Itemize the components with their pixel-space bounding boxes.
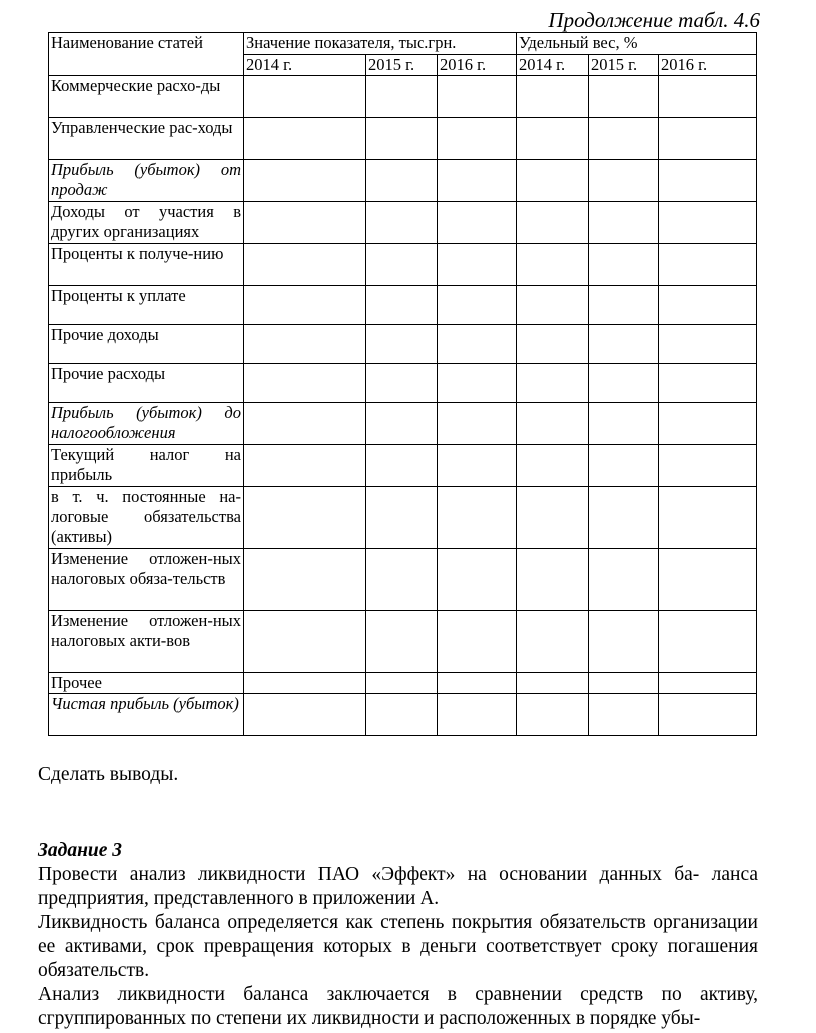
year-cell: 2016 г. — [438, 55, 517, 76]
table-row — [49, 325, 757, 364]
row-label: Прочие доходы — [49, 325, 244, 364]
year-cell: 2014 г. — [244, 55, 366, 76]
table-row — [49, 549, 757, 611]
table-continuation-caption: Продолжение табл. 4.6 — [548, 8, 760, 32]
table-row — [49, 445, 757, 487]
row-label: Чистая прибыль (убыток) — [49, 694, 244, 736]
header-item-name: Наименование статей — [49, 33, 244, 76]
table-row — [49, 286, 757, 325]
table-row — [49, 403, 757, 445]
row-label: Прочее — [49, 673, 244, 694]
paragraph-2: Ликвидность баланса определяется как степень покрытия обязательств организации ее активами, срок превращения которых в деньги соответствует сроку погашения обязательств. — [38, 912, 758, 981]
header-share: Удельный вес, % — [517, 33, 757, 55]
year-cell: 2015 г. — [366, 55, 438, 76]
row-label: в т. ч. постоянные на-логовые обязательства (активы) — [49, 487, 244, 549]
table-row — [49, 76, 757, 118]
table-row — [49, 160, 757, 202]
year-cell: 2014 г. — [517, 55, 589, 76]
row-label: Проценты к уплате — [49, 286, 244, 325]
table-header-row — [49, 33, 757, 55]
header-value: Значение показателя, тыс.грн. — [244, 33, 517, 55]
row-label: Управленческие рас-ходы — [49, 118, 244, 160]
table-row — [49, 364, 757, 403]
table-row — [49, 202, 757, 244]
table-row — [49, 118, 757, 160]
row-label: Изменение отложен-ных налоговых обяза-тельств — [49, 549, 244, 611]
row-label: Прибыль (убыток) от продаж — [49, 160, 244, 202]
row-label: Прочие расходы — [49, 364, 244, 403]
row-label: Прибыль (убыток) до налогообложения — [49, 403, 244, 445]
financial-results-table — [48, 32, 757, 736]
year-cell: 2015 г. — [589, 55, 659, 76]
row-label: Текущий налог на прибыль — [49, 445, 244, 487]
row-label: Коммерческие расхо-ды — [49, 76, 244, 118]
table-row — [49, 611, 757, 673]
table-row — [49, 487, 757, 549]
year-cell: 2016 г. — [659, 55, 757, 76]
row-label: Доходы от участия в других организациях — [49, 202, 244, 244]
paragraph-3: Анализ ликвидности баланса заключается в сравнении средств по активу, сгруппированных по степени их ликвидности и расположенных в порядке убы- — [38, 984, 758, 1029]
row-label: Изменение отложен-ных налоговых акти-вов — [49, 611, 244, 673]
task-title: Задание 3 — [38, 840, 123, 861]
row-label: Проценты к получе-нию — [49, 244, 244, 286]
table-row — [49, 673, 757, 694]
paragraph-1: Провести анализ ликвидности ПАО «Эффект» на основании данных ба- ланса предприятия, представленного в приложении А. — [38, 864, 758, 909]
table-row — [49, 244, 757, 286]
table-row — [49, 694, 757, 736]
conclusion-text: Сделать выводы. — [38, 764, 179, 785]
